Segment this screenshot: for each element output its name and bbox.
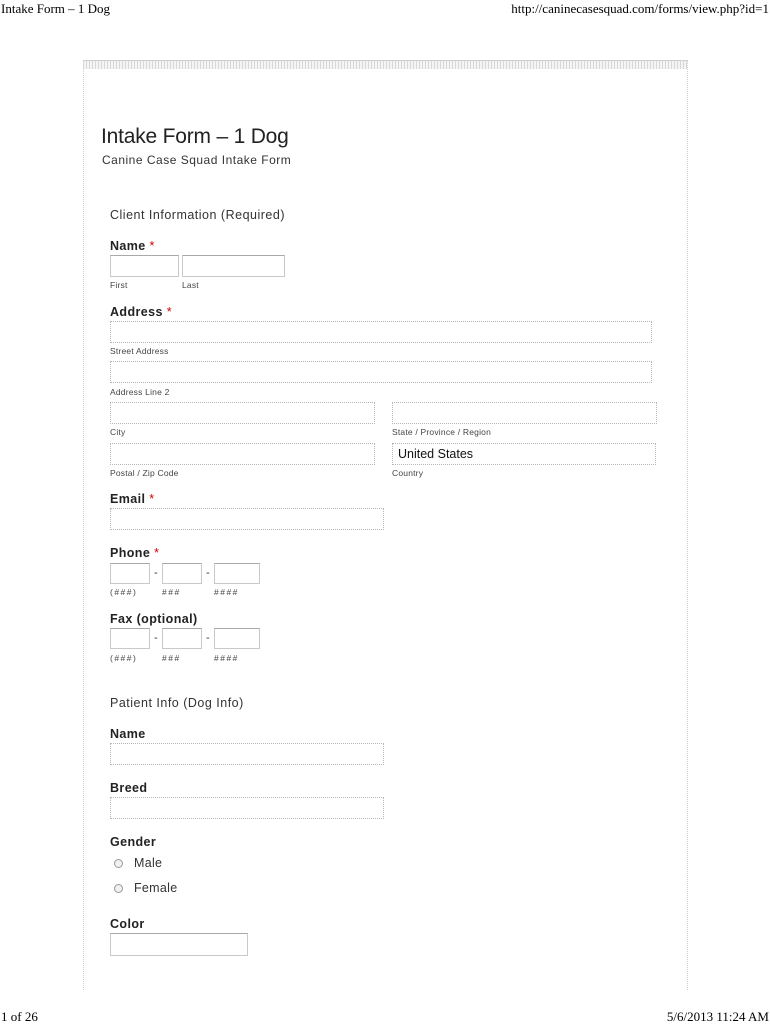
address-line2-input[interactable] <box>110 361 652 383</box>
street-address-sublabel: Street Address <box>110 346 169 356</box>
fax-label: Fax (optional) <box>110 612 198 626</box>
document-title: Intake Form – 1 Dog <box>1 1 111 16</box>
fax-line-sublabel: #### <box>214 653 239 663</box>
phone-area-input[interactable] <box>110 563 150 584</box>
fax-prefix-input[interactable] <box>162 628 202 649</box>
fax-line-input[interactable] <box>214 628 260 649</box>
state-sublabel: State / Province / Region <box>392 427 492 437</box>
form-description: Canine Case Squad Intake Form <box>102 153 292 167</box>
page-url: http://caninecasesquad.com/forms/view.php?id=1 <box>511 1 769 16</box>
phone-area-sublabel: (###) <box>110 587 138 597</box>
patient-section-title: Patient Info (Dog Info) <box>110 696 244 710</box>
phone-label: Phone * <box>110 546 160 560</box>
address-line2-sublabel: Address Line 2 <box>110 387 170 397</box>
print-datetime: 5/6/2013 11:24 AM <box>666 1009 769 1024</box>
fax-area-sublabel: (###) <box>110 653 138 663</box>
country-value: United States <box>398 447 474 461</box>
last-name-input[interactable] <box>182 255 285 277</box>
country-select[interactable] <box>392 443 656 465</box>
color-label: Color <box>110 917 145 931</box>
phone-dash-2: - <box>206 567 210 579</box>
address-label: Address * <box>110 305 172 319</box>
dog-name-input[interactable] <box>110 743 384 765</box>
state-input[interactable] <box>392 402 657 424</box>
dog-name-label: Name <box>110 727 146 741</box>
form-title: Intake Form – 1 Dog <box>101 125 289 148</box>
breed-label: Breed <box>110 781 148 795</box>
gender-male-radio[interactable] <box>114 859 123 868</box>
last-name-sublabel: Last <box>182 280 199 290</box>
city-sublabel: City <box>110 427 126 437</box>
first-name-input[interactable] <box>110 255 179 277</box>
street-address-input[interactable] <box>110 321 652 343</box>
fax-dash-2: - <box>206 632 210 644</box>
phone-prefix-sublabel: ### <box>162 587 181 597</box>
email-input[interactable] <box>110 508 384 530</box>
first-name-sublabel: First <box>110 280 128 290</box>
zip-sublabel: Postal / Zip Code <box>110 468 179 478</box>
fax-prefix-sublabel: ### <box>162 653 181 663</box>
fax-area-input[interactable] <box>110 628 150 649</box>
phone-prefix-input[interactable] <box>162 563 202 584</box>
gender-female-label[interactable]: Female <box>134 881 178 895</box>
page-number: 1 of 26 <box>1 1009 38 1024</box>
phone-line-sublabel: #### <box>214 587 239 597</box>
form-top-border <box>83 60 687 69</box>
phone-line-input[interactable] <box>214 563 260 584</box>
email-label: Email * <box>110 492 155 506</box>
gender-female-radio[interactable] <box>114 884 123 893</box>
zip-input[interactable] <box>110 443 375 465</box>
client-section-title: Client Information (Required) <box>110 208 285 222</box>
gender-label: Gender <box>110 835 157 849</box>
color-input[interactable] <box>110 933 248 956</box>
client-name-label: Name * <box>110 239 155 253</box>
breed-input[interactable] <box>110 797 384 819</box>
gender-male-label[interactable]: Male <box>134 856 163 870</box>
phone-dash-1: - <box>154 567 158 579</box>
city-input[interactable] <box>110 402 375 424</box>
fax-dash-1: - <box>154 632 158 644</box>
country-sublabel: Country <box>392 468 424 478</box>
